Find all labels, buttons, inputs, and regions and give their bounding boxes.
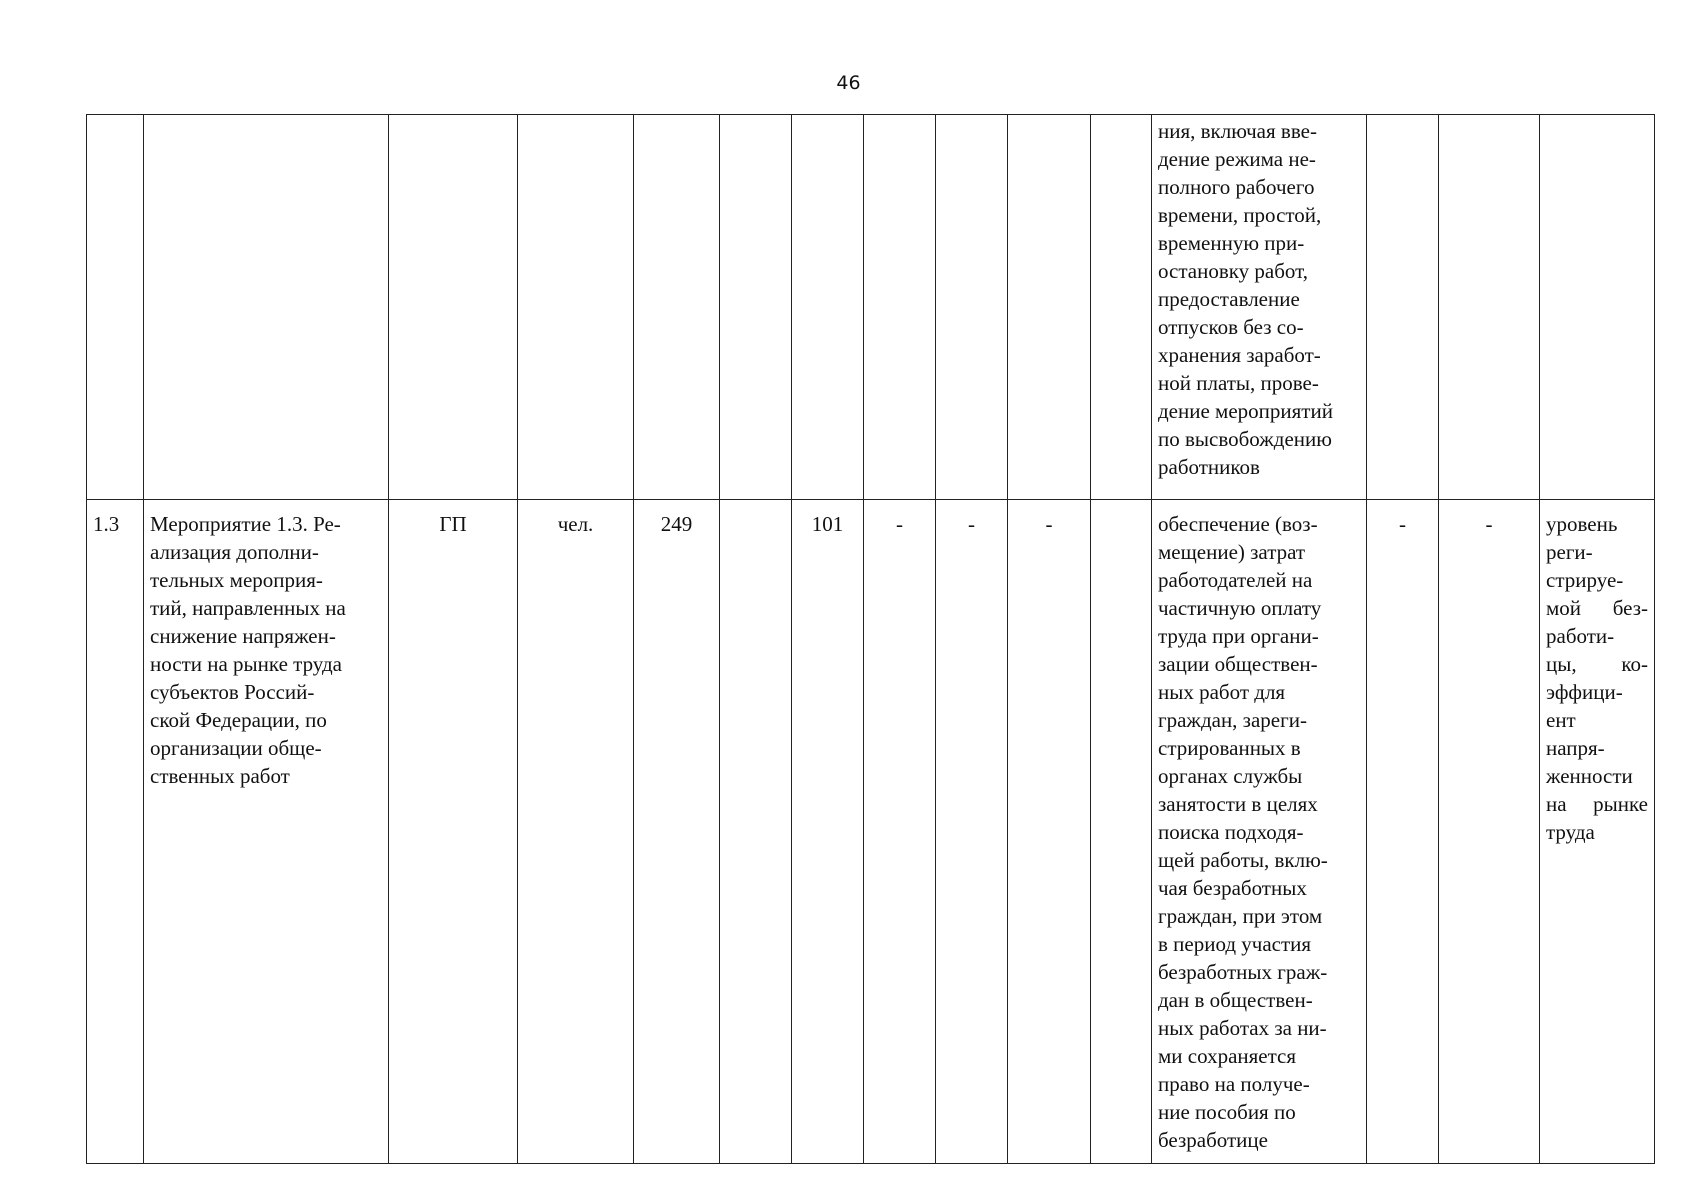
- result-line: безработице: [1158, 1128, 1268, 1152]
- cell-number: [87, 115, 144, 500]
- result-line: дан в обществен-: [1158, 988, 1313, 1012]
- result-line: отпусков без со-: [1158, 315, 1304, 339]
- cell-value-7: [1091, 500, 1152, 1164]
- measure-name-line: снижение напряжен-: [150, 624, 336, 648]
- cell-value-3: [792, 115, 864, 500]
- result-line: ной платы, прове-: [1158, 371, 1319, 395]
- indicator-line: уровень: [1546, 512, 1618, 536]
- cell-value-6: -: [1008, 500, 1091, 1164]
- result-line: времени, простой,: [1158, 203, 1322, 227]
- result-line: ние пособия по: [1158, 1100, 1296, 1124]
- cell-value-1: 249: [634, 500, 720, 1164]
- indicator-line: женности: [1546, 764, 1633, 788]
- measure-name-line: тий, направленных на: [150, 596, 346, 620]
- indicator-line: труда: [1546, 820, 1595, 844]
- page-number: 46: [836, 72, 861, 94]
- result-line: в период участия: [1158, 932, 1312, 956]
- cell-value-2: [720, 500, 792, 1164]
- result-line: право на получе-: [1158, 1072, 1310, 1096]
- measure-name-line: субъектов Россий-: [150, 680, 315, 704]
- measure-name-line: Мероприятие 1.3. Ре-: [150, 512, 341, 536]
- result-line: труда при органи-: [1158, 624, 1319, 648]
- indicator-line: реги-: [1546, 540, 1593, 564]
- result-line: чая безработных: [1158, 876, 1307, 900]
- cell-responsible: [389, 115, 518, 500]
- cell-unit: [518, 115, 634, 500]
- measure-name-line: ской Федерации, по: [150, 708, 327, 732]
- cell-number: 1.3: [87, 500, 144, 1164]
- cell-value-1: [634, 115, 720, 500]
- result-line: предоставление: [1158, 287, 1300, 311]
- indicator-line: работи-: [1546, 624, 1615, 648]
- cell-value-4: -: [864, 500, 936, 1164]
- cell-responsible: ГП: [389, 500, 518, 1164]
- indicator-line: цы, ко-: [1546, 652, 1648, 676]
- result-line: ния, включая вве-: [1158, 119, 1317, 143]
- table-row-continuation: [87, 115, 1655, 500]
- cell-expected-result: [1152, 500, 1367, 1164]
- cell-measure-name: [144, 115, 389, 500]
- cell-indicator: [1540, 115, 1655, 500]
- result-line: безработных граж-: [1158, 960, 1328, 984]
- cell-result-value-2: -: [1439, 500, 1540, 1164]
- result-line: ных работах за ни-: [1158, 1016, 1327, 1040]
- result-line: хранения заработ-: [1158, 343, 1321, 367]
- measure-name-line: тельных мероприя-: [150, 568, 323, 592]
- measure-name-line: ализация дополни-: [150, 540, 319, 564]
- result-line: полного рабочего: [1158, 175, 1315, 199]
- result-line: работников: [1158, 455, 1260, 479]
- result-line: обеспечение (воз-: [1158, 512, 1318, 536]
- result-line: зации обществен-: [1158, 652, 1318, 676]
- indicator-line: ент: [1546, 708, 1576, 732]
- indicator-line: стрируе-: [1546, 568, 1624, 592]
- cell-indicator: [1540, 500, 1655, 1164]
- result-line: мещение) затрат: [1158, 540, 1306, 564]
- cell-value-5: -: [936, 500, 1008, 1164]
- result-line: поиска подходя-: [1158, 820, 1304, 844]
- cell-value-7: [1091, 115, 1152, 500]
- cell-result-value-1: [1367, 115, 1439, 500]
- result-line: граждан, при этом: [1158, 904, 1323, 928]
- cell-measure-name: [144, 500, 389, 1164]
- indicator-line: эффици-: [1546, 680, 1623, 704]
- cell-result-value-2: [1439, 115, 1540, 500]
- result-line: остановку работ,: [1158, 259, 1308, 283]
- result-line: дение режима не-: [1158, 147, 1316, 171]
- cell-value-2: [720, 115, 792, 500]
- result-line: по высвобождению: [1158, 427, 1332, 451]
- indicator-line: мой без-: [1546, 596, 1648, 620]
- cell-value-5: [936, 115, 1008, 500]
- measure-name-line: ственных работ: [150, 764, 290, 788]
- indicator-line: на рынке: [1546, 792, 1648, 816]
- result-line: частичную оплату: [1158, 596, 1322, 620]
- result-line: стрированных в: [1158, 736, 1301, 760]
- measure-name-line: организации обще-: [150, 736, 322, 760]
- result-line: органах службы: [1158, 764, 1303, 788]
- cell-expected-result: [1152, 115, 1367, 500]
- result-line: занятости в целях: [1158, 792, 1318, 816]
- cell-value-6: [1008, 115, 1091, 500]
- result-line: дение мероприятий: [1158, 399, 1333, 423]
- measure-name-line: ности на рынке труда: [150, 652, 342, 676]
- result-line: работодателей на: [1158, 568, 1313, 592]
- table-row-measure-1-3: [87, 500, 1655, 1164]
- cell-value-4: [864, 115, 936, 500]
- result-line: щей работы, вклю-: [1158, 848, 1328, 872]
- result-line: ных работ для: [1158, 680, 1286, 704]
- cell-result-value-1: -: [1367, 500, 1439, 1164]
- cell-value-3: 101: [792, 500, 864, 1164]
- result-line: временную при-: [1158, 231, 1305, 255]
- result-line: граждан, зареги-: [1158, 708, 1307, 732]
- measures-table: [86, 114, 1655, 1164]
- result-line: ми сохраняется: [1158, 1044, 1297, 1068]
- indicator-line: напря-: [1546, 736, 1605, 760]
- cell-unit: чел.: [518, 500, 634, 1164]
